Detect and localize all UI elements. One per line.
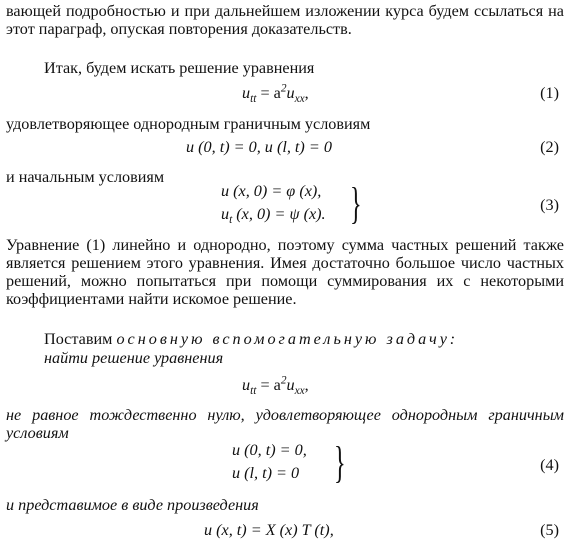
equation-4-line-2: u (l, t) = 0 xyxy=(232,464,300,482)
equation-3-line-1: u (x, 0) = φ (x), xyxy=(221,182,322,200)
equation-5: u (x, t) = X (x) T (t), xyxy=(204,521,334,539)
lead-text: Итак, будем искать решение уравнения xyxy=(44,59,315,77)
equation-3-line-2: $u_t$ (x, 0) = ψ (x). xyxy=(221,205,326,227)
equation-4-brace: } xyxy=(334,438,346,487)
equation-3-number: (3) xyxy=(540,196,559,214)
equation-1-number: (1) xyxy=(540,84,559,102)
equation-4-number: (4) xyxy=(540,456,559,474)
equation-2-number: (2) xyxy=(540,138,559,156)
equation-3-brace: } xyxy=(350,179,362,228)
boundary-text: удовлетворяющее однородным граничным условиям xyxy=(6,115,371,133)
equation-5-number: (5) xyxy=(540,521,559,539)
aux-nonzero-text: не равное тождественно нулю, удовлетворяющее однородным граничным условиям xyxy=(6,406,564,442)
aux-equation: $u_{tt} = a^2u_{xx}$, xyxy=(242,374,309,398)
linearity-paragraph: Уравнение (1) линейно и однородно, поэтому сумма частных решений также является решением этого уравнения. Имея достаточно большое число частных решений, можно попытаться при помощи суммирования их с некоторыми коэффициентами найти искомое решение. xyxy=(6,236,564,308)
aux-find-line: найти решение уравнения xyxy=(44,349,224,367)
equation-4-line-1: u (0, t) = 0, xyxy=(232,441,307,459)
equation-1: $u_{tt} = a^2u_{xx}$, xyxy=(242,82,309,106)
initial-text: и начальным условиям xyxy=(6,168,165,186)
equation-2: u (0, t) = 0, u (l, t) = 0 xyxy=(186,138,332,156)
aux-task-line: Поставим основную вспомогательную задачу: xyxy=(44,330,459,348)
intro-paragraph: вающей подробностью и при дальнейшем изложении курса будем ссылаться на этот параграф, опуская повторения доказательств. xyxy=(6,2,564,38)
aux-product-text: и представимое в виде произведения xyxy=(6,496,259,514)
